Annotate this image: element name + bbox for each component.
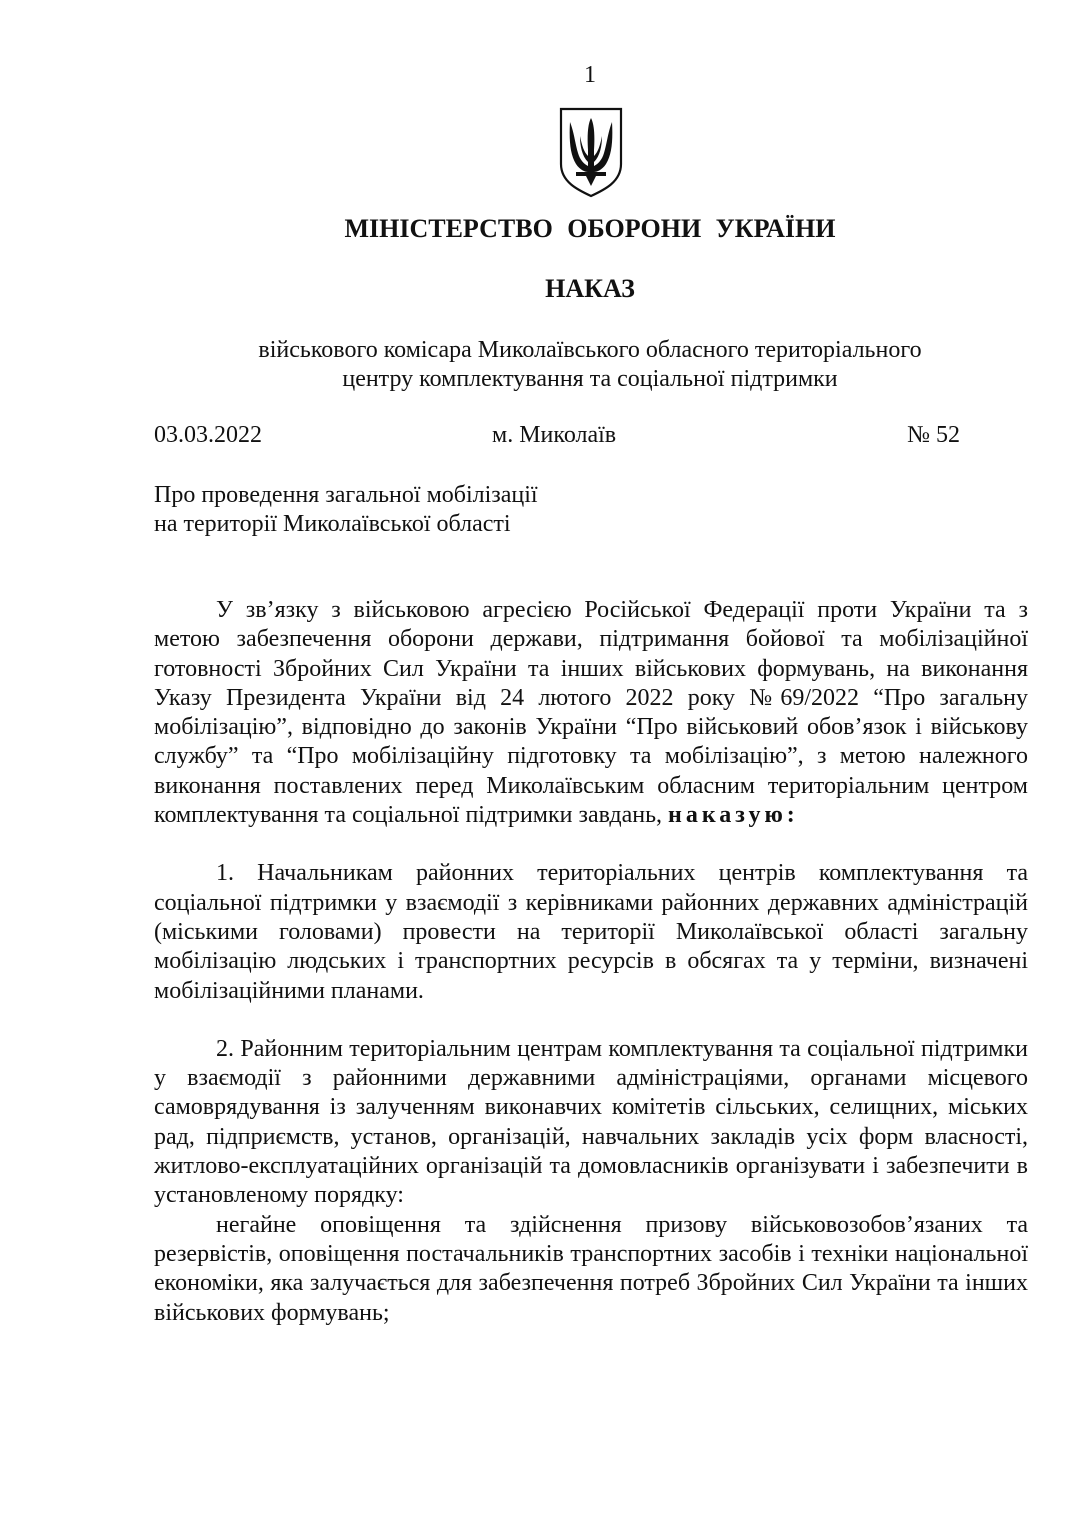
order-number: № 52	[907, 422, 960, 448]
preamble-paragraph	[154, 596, 1028, 830]
ministry-title: МІНІСТЕРСТВО ОБОРОНИ УКРАЇНИ	[344, 214, 836, 243]
order-body	[154, 596, 1028, 1328]
order-item-1: 1. Начальникам районних територіальних центрів комплектування та соціальної підтримки у взаємодії з керівниками районних державних адміністрацій (міськими головами) провести на території Миколаївської області загальну мобілізацію людських і транспортних ресурсів в обсягах та у терміни, визначені мобілізаційними планами.	[154, 860, 1028, 1004]
order-item-2: 2. Районним територіальним центрам комплектування та соціальної підтримки у взаємодії з районними державними адміністраціями, органами місцевого самоврядування із залученням виконавчих комітетів сільських, селищних, міських рад, підприємств, установ, організацій, навчальних закладів усіх форм власності, житлово-експлуатаційних організацій та домовласників організувати і забезпечити в установленому порядку:	[154, 1035, 1028, 1209]
issuer-block	[0, 336, 1080, 394]
document-type: НАКАЗ	[545, 274, 635, 303]
order-word: наказую:	[668, 802, 799, 829]
subject-line: на території Миколаївської області	[154, 511, 511, 537]
order-city: м. Миколаїв	[492, 422, 617, 448]
trident-coat-of-arms-icon	[558, 106, 624, 198]
order-item-2-subpoint: негайне оповіщення та здійснення призову військовозобов’язаних та резервістів, оповіщення постачальників транспортних засобів і техніки національної економіки, яка залучається для забезпечення потреб Збройних Сил України та інших військових формувань;	[154, 1211, 1028, 1326]
preamble-text: У зв’язку з військовою агресією Російської Федерації проти України та з метою забезпечення оборони держави, підтримання бойової та мобілізаційної готовності Збройних Сил України та інших військових формувань, на виконання Указу Президента України від 24 лютого 2022 року №69/2022 “Про загальну мобілізацію”, відповідно до законів України “Про військовий обов’язок і військову службу” та “Про мобілізаційну підготовку та мобілізацію”, з метою належного виконання поставлених перед Миколаївським обласним територіальним центром комплектування та соціальної підтримки завдань,	[154, 597, 1028, 829]
issuer-line: центру комплектування та соціальної підтримки	[342, 366, 838, 392]
page-number: 1	[584, 62, 596, 88]
order-subject	[154, 481, 538, 539]
order-date: 03.03.2022	[154, 422, 262, 448]
issuer-line: військового комісара Миколаївського обласного територіального	[258, 337, 922, 363]
subject-line: Про проведення загальної мобілізації	[154, 482, 538, 508]
